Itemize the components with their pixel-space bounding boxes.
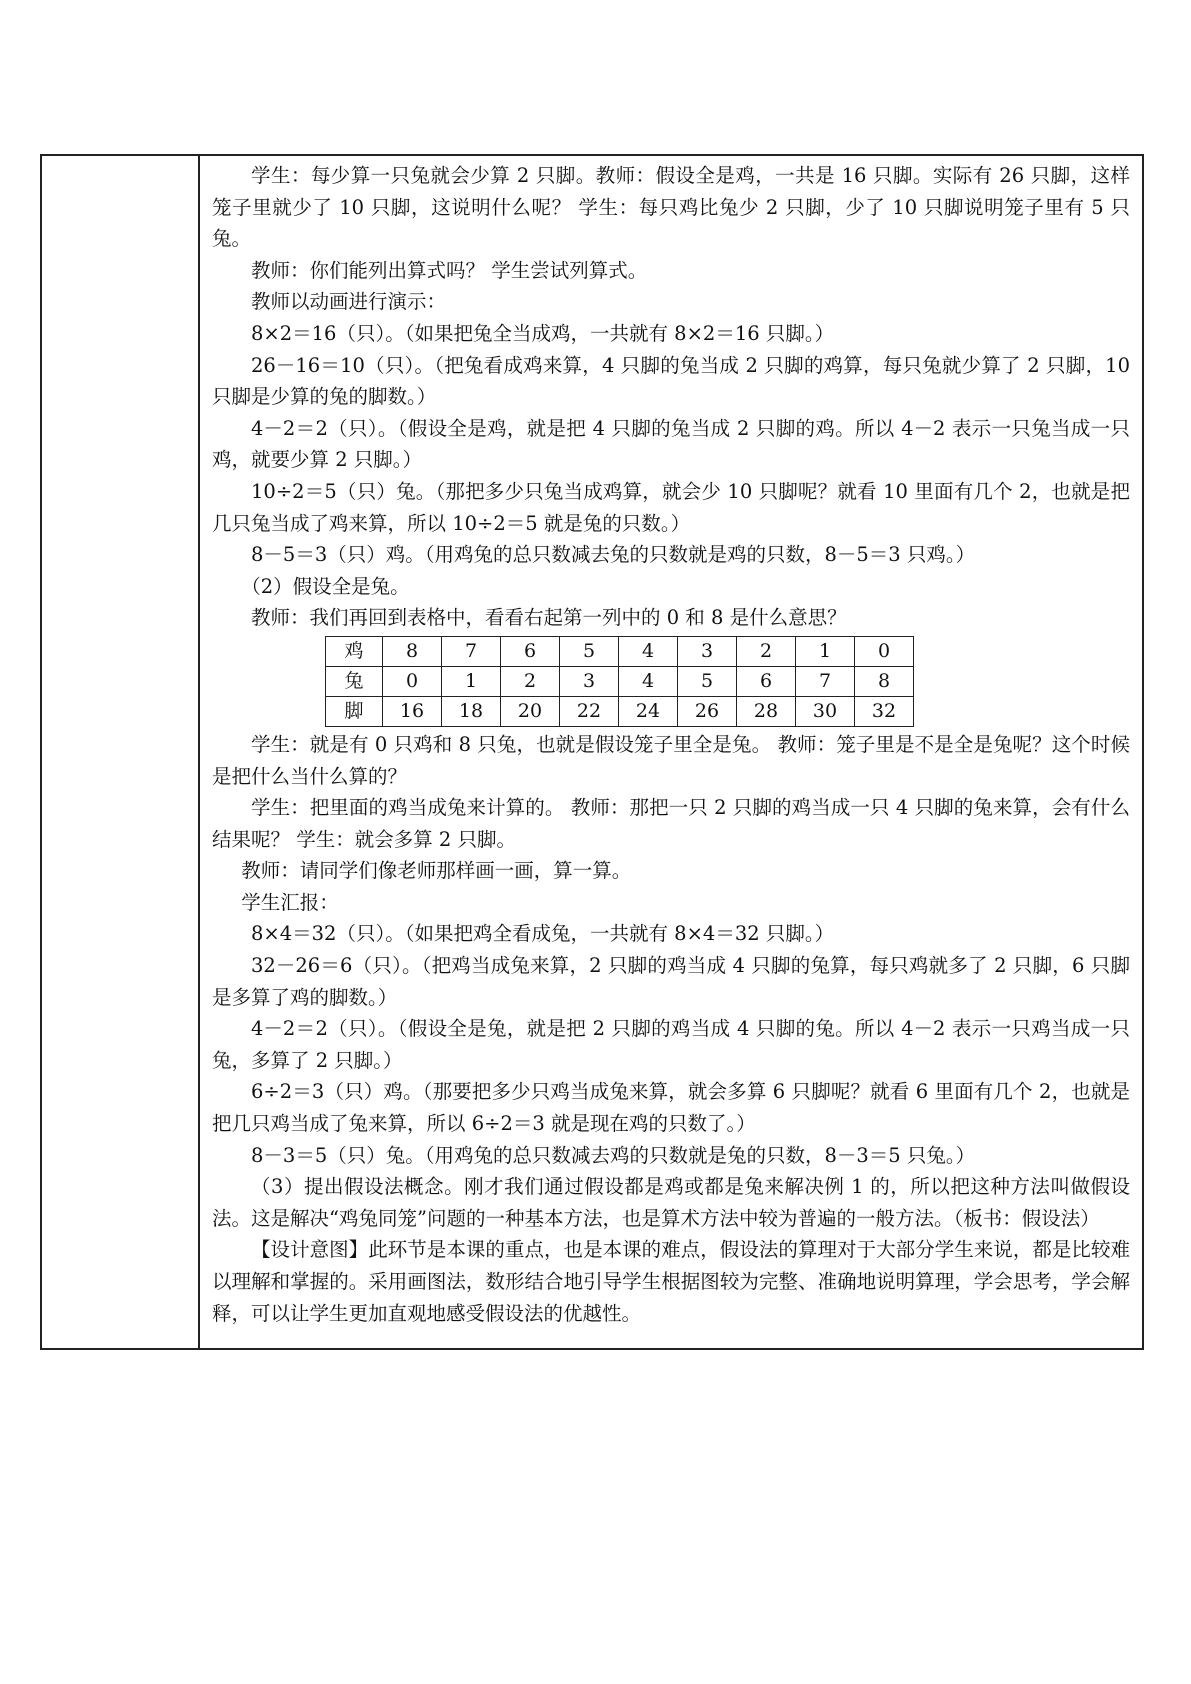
row-header: 鸡 xyxy=(326,636,383,666)
paragraph: 8－5＝3（只）鸡。（用鸡兔的总只数减去兔的只数就是鸡的只数，8－5＝3 只鸡。） xyxy=(251,543,976,567)
table-cell: 1 xyxy=(796,636,855,666)
paragraph: 【设计意图】此环节是本课的重点，也是本课的难点，假设法的算理对于大部分学生来说，都是比较难以理解和掌握的。采用画图法，数形结合地引导学生根据图较为完整、准确地说明算理，学会思考，学会解释，可以让学生更加直观地感受假设法的优越性。 xyxy=(212,1238,1130,1325)
table-cell: 20 xyxy=(501,696,560,726)
table-cell: 30 xyxy=(796,696,855,726)
table-cell: 22 xyxy=(560,696,619,726)
table-cell: 2 xyxy=(737,636,796,666)
paragraph: （2）假设全是兔。 xyxy=(241,574,410,598)
table-cell: 3 xyxy=(560,666,619,696)
table-row xyxy=(326,666,914,696)
table-cell: 3 xyxy=(678,636,737,666)
table-cell: 5 xyxy=(678,666,737,696)
paragraph: 学生汇报： xyxy=(241,890,339,914)
table-cell: 4 xyxy=(619,666,678,696)
paragraph: 学生：每少算一只兔就会少算 2 只脚。教师：假设全是鸡，一共是 16 只脚。实际有 26 只脚，这样笼子里就少了 10 只脚，这说明什么呢？ 学生：每只鸡比兔少 2 只脚，少了 10 只脚说明笼子里有 5 只兔。 xyxy=(212,164,1130,251)
chicken-rabbit-table xyxy=(325,636,914,727)
paragraph: 26－16＝10（只）。（把兔看成鸡来算，4 只脚的兔当成 2 只脚的鸡算，每只兔就少算了 2 只脚，10 只脚是少算的兔的脚数。） xyxy=(212,353,1130,409)
row-header: 脚 xyxy=(326,696,383,726)
table-cell: 32 xyxy=(855,696,914,726)
table-cell: 5 xyxy=(560,636,619,666)
paragraph: 教师以动画进行演示： xyxy=(251,290,447,314)
paragraph: 6÷2＝3（只）鸡。（那要把多少只鸡当成兔来算，就会多算 6 只脚呢？就看 6 里面有几个 2，也就是把几只鸡当成了兔来算，所以 6÷2＝3 就是现在鸡的只数了。） xyxy=(212,1080,1130,1136)
paragraph: 8－3＝5（只）兔。（用鸡兔的总只数减去鸡的只数就是兔的只数，8－3＝5 只兔。） xyxy=(251,1143,976,1167)
table-cell: 2 xyxy=(501,666,560,696)
paragraph: 4－2＝2（只）。（假设全是兔，就是把 2 只脚的鸡当成 4 只脚的兔。所以 4－2 表示一只鸡当成一只兔，多算了 2 只脚。） xyxy=(212,1017,1130,1072)
section-label-cell xyxy=(41,155,199,1349)
table-cell: 26 xyxy=(678,696,737,726)
paragraph: 学生：把里面的鸡当成兔来计算的。 教师：那把一只 2 只脚的鸡当成一只 4 只脚的兔来算，会有什么结果呢？ 学生：就会多算 2 只脚。 xyxy=(212,796,1130,851)
lesson-content xyxy=(200,156,1142,1329)
paragraph: 教师：请同学们像老师那样画一画，算一算。 xyxy=(241,859,632,883)
row-header: 兔 xyxy=(326,666,383,696)
lesson-plan-row xyxy=(41,155,1143,1349)
paragraph: 32－26＝6（只）。（把鸡当成兔来算，2 只脚的鸡当成 4 只脚的兔算，每只鸡就多了 2 只脚，6 只脚是多算了鸡的脚数。） xyxy=(212,954,1130,1009)
paragraph: 学生：就是有 0 只鸡和 8 只兔，也就是假设笼子里全是兔。 教师：笼子里是不是全是兔呢？这个时候是把什么当什么算的？ xyxy=(212,732,1130,788)
table-cell: 4 xyxy=(619,636,678,666)
table-cell: 1 xyxy=(442,666,501,696)
table-cell: 8 xyxy=(383,636,442,666)
paragraph: 教师：你们能列出算式吗？ 学生尝试列算式。 xyxy=(251,258,648,282)
table-row xyxy=(326,696,914,726)
lesson-plan-table xyxy=(40,154,1144,1350)
table-cell: 7 xyxy=(442,636,501,666)
table-cell: 0 xyxy=(383,666,442,696)
table-cell: 16 xyxy=(383,696,442,726)
table-cell: 0 xyxy=(855,636,914,666)
table-cell: 8 xyxy=(855,666,914,696)
paragraph: 8×2＝16（只）。（如果把兔全当成鸡，一共就有 8×2＝16 只脚。） xyxy=(251,321,835,345)
table-cell: 7 xyxy=(796,666,855,696)
paragraph: 教师：我们再回到表格中，看看右起第一列中的 0 和 8 是什么意思？ xyxy=(251,606,847,630)
paragraph: 8×4＝32（只）。（如果把鸡全看成兔，一共就有 8×4＝32 只脚。） xyxy=(251,922,835,946)
table-row xyxy=(326,636,914,666)
table-cell: 24 xyxy=(619,696,678,726)
content-cell xyxy=(199,155,1143,1349)
table-cell: 6 xyxy=(501,636,560,666)
table-cell: 28 xyxy=(737,696,796,726)
paragraph: 4－2＝2（只）。（假设全是鸡，就是把 4 只脚的兔当成 2 只脚的鸡。所以 4－2 表示一只兔当成一只鸡，就要少算 2 只脚。） xyxy=(212,416,1130,472)
paragraph: 10÷2＝5（只）兔。（那把多少只兔当成鸡算，就会少 10 只脚呢？就看 10 里面有几个 2，也就是把几只兔当成了鸡来算，所以 10÷2＝5 就是兔的只数。） xyxy=(212,479,1130,535)
table-cell: 18 xyxy=(442,696,501,726)
table-cell: 6 xyxy=(737,666,796,696)
paragraph: （3）提出假设法概念。刚才我们通过假设都是鸡或都是兔来解决例 1 的，所以把这种方法叫做假设法。这是解决“鸡兔同笼”问题的一种基本方法，也是算术方法中较为普遍的一般方法。（板书：假设法） xyxy=(212,1175,1130,1230)
